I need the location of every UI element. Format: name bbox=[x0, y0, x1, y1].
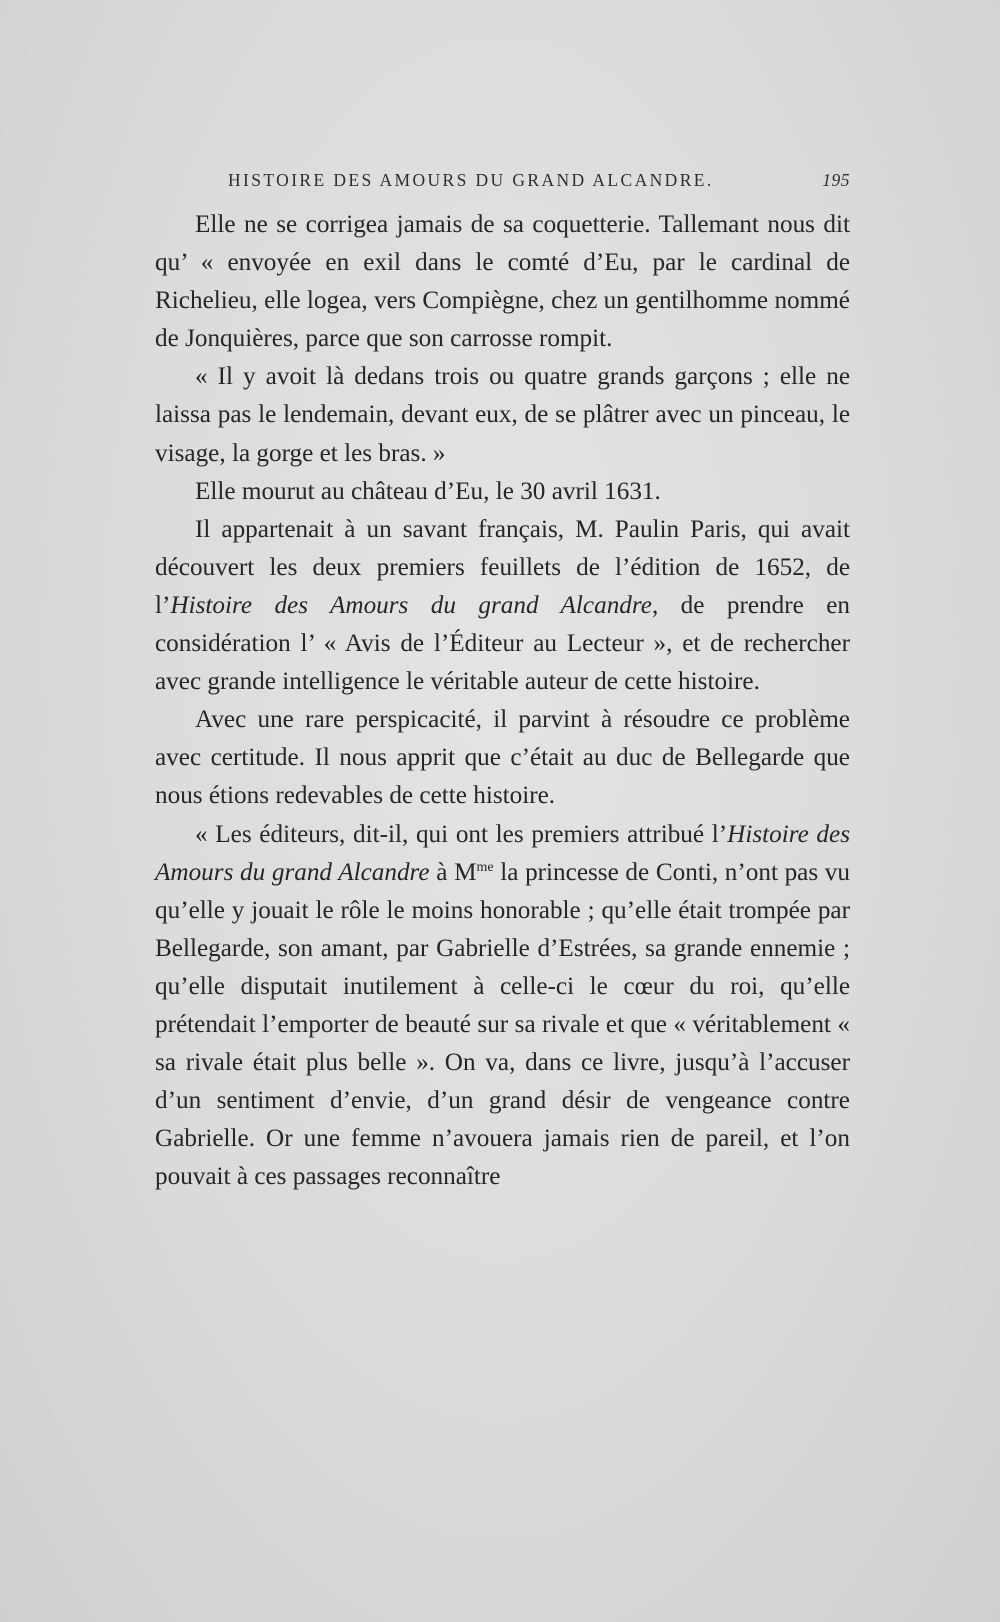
running-head bbox=[228, 170, 850, 196]
paragraph-6-text-a: « Les éditeurs, dit-il, qui ont les premiers attribué l’ bbox=[195, 820, 728, 848]
running-head-title: HISTOIRE DES AMOURS DU GRAND ALCANDRE. bbox=[228, 170, 714, 190]
body-text bbox=[155, 206, 850, 1196]
paragraph-6 bbox=[155, 816, 850, 1197]
paragraph-3: Elle mourut au château d’Eu, le 30 avril 1631. bbox=[195, 477, 661, 505]
paragraph-1: Elle ne se corrigea jamais de sa coquetterie. Tallemant nous dit qu’ « envoyée en exil dans le comté d’Eu, par le cardinal de Richelieu, elle logea, vers Compiègne, chez un gentilhomme nommé de Jonquières, parce que son carrosse rompit. bbox=[155, 211, 850, 353]
page-number: 195 bbox=[822, 170, 850, 190]
paragraph-4-text-a: Il appartenait à un savant français, M. Paulin Paris, qui avait découvert les deux premiers feuillets de l’édition de 1652, de l’ bbox=[155, 515, 850, 619]
paragraph-4-book-title: Histoire des Amours du grand Alcandre bbox=[170, 591, 652, 619]
paragraph-4 bbox=[155, 511, 850, 701]
paragraph-5: Avec une rare perspicacité, il parvint à résoudre ce problème avec certitude. Il nous apprit que c’était au duc de Bellegarde que nous étions redevables de cette histoire. bbox=[155, 706, 850, 810]
paragraph-4-text-c: , de prendre en considération l’ « Avis de l’Éditeur au Lecteur », et de rechercher avec grande intelligence le véritable auteur de cette histoire. bbox=[155, 591, 850, 696]
paragraph-2: « Il y avoit là dedans trois ou quatre grands garçons ; elle ne laissa pas le lendemain, devant eux, de se plâtrer avec un pinceau, le visage, la gorge et les bras. » bbox=[155, 363, 850, 467]
paragraph-6-text-c: à M bbox=[429, 858, 477, 886]
paragraph-6-book-title: Histoire des Amours du grand Alcandre bbox=[155, 820, 851, 886]
paragraph-6-text-e: la princesse de Conti, n’ont pas vu qu’elle y jouait le rôle le moins honorable ; qu’elle était trompée par Bellegarde, son amant, par Gabrielle d’Estrées, sa grande ennemie ; qu’elle disputait inutilement à celle-ci le cœur du roi, qu’elle prétendait l’emporter de beauté sur sa rivale et que « véritablement « sa rivale était plus belle ». On va, dans ce livre, jusqu’à l’accuser d’un sentiment d’envie, d’un grand désir de vengeance contre Gabrielle. Or une femme n’avouera jamais rien de pareil, et l’on pouvait à ces passages reconnaître bbox=[155, 858, 850, 1191]
paragraph-6-superscript: me bbox=[476, 859, 494, 875]
